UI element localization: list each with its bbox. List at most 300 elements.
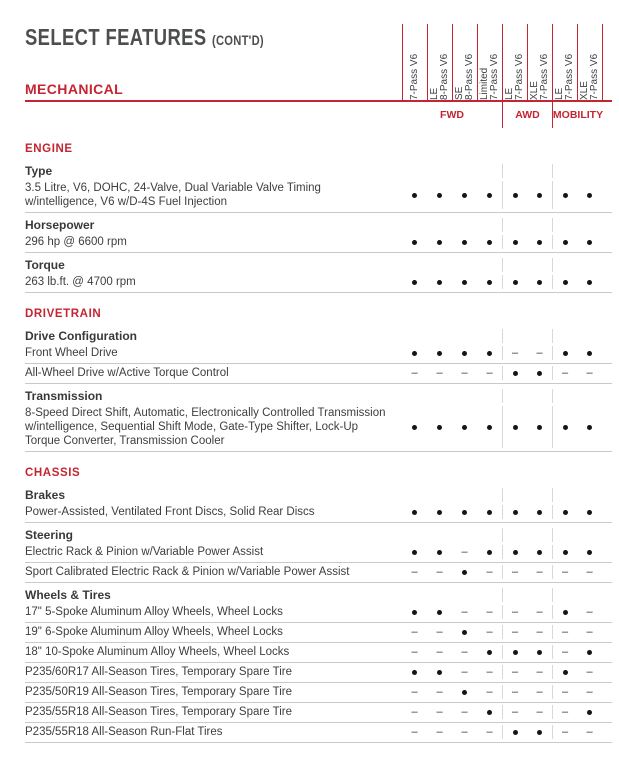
availability-cell: [552, 725, 577, 739]
availability-cell: [527, 588, 552, 602]
not-available-dash: –: [436, 705, 443, 718]
feature-name-row: [25, 483, 612, 503]
seating-config: 8-Pass V6: [439, 53, 450, 100]
availability-cell: [477, 218, 502, 232]
availability-cell: [452, 488, 477, 502]
availability-cell: [527, 685, 552, 699]
availability-cell: [527, 545, 552, 559]
not-available-dash: –: [486, 725, 493, 738]
availability-cells: [402, 164, 602, 178]
available-dot: [412, 610, 417, 615]
feature-name: Drive Configuration: [25, 329, 138, 343]
feature-value-text: 296 hp @ 6600 rpm: [25, 236, 127, 248]
availability-cell: [402, 329, 427, 343]
availability-cell: [402, 406, 427, 448]
availability-cells: [402, 605, 602, 619]
trim-column-header: [527, 24, 552, 101]
seating-config: 7-Pass V6: [589, 53, 600, 100]
availability-cell: [502, 528, 527, 542]
not-available-dash: –: [461, 705, 468, 718]
availability-cell: [527, 218, 552, 232]
availability-cell: [502, 218, 527, 232]
not-available-dash: –: [511, 625, 519, 638]
availability-cell: [477, 275, 502, 289]
availability-cell: [427, 389, 452, 403]
trim-column-header: [477, 24, 502, 101]
availability-cell: [577, 528, 602, 542]
page-title-suffix: (CONT'D): [212, 32, 264, 48]
feature-value-row: [25, 273, 612, 293]
availability-cell: [577, 366, 602, 380]
availability-cell: [577, 588, 602, 602]
availability-cell: [502, 605, 527, 619]
availability-cell: [527, 366, 552, 380]
not-available-dash: –: [411, 565, 418, 578]
not-available-dash: –: [586, 565, 593, 578]
availability-cell: [502, 665, 527, 679]
availability-cell: [452, 545, 477, 559]
feature-name: Horsepower: [25, 218, 95, 232]
availability-cell: [427, 181, 452, 209]
availability-cell: [477, 488, 502, 502]
availability-cell: [502, 164, 527, 178]
not-available-dash: –: [461, 665, 468, 678]
not-available-dash: –: [536, 565, 543, 578]
not-available-dash: –: [486, 605, 493, 618]
not-available-dash: –: [486, 625, 493, 638]
availability-cell: [427, 605, 452, 619]
feature-value-text: Electric Rack & Pinion w/Variable Power Assist: [25, 546, 264, 558]
availability-cell: [452, 218, 477, 232]
availability-cell: [427, 725, 452, 739]
feature-name: Wheels & Tires: [25, 588, 111, 602]
not-available-dash: –: [536, 705, 543, 718]
availability-cell: [402, 366, 427, 380]
column-headers: [402, 24, 603, 101]
available-dot: [513, 240, 518, 245]
not-available-dash: –: [436, 645, 443, 658]
available-dot: [563, 240, 568, 245]
feature-value-row: [25, 344, 612, 364]
not-available-dash: –: [586, 685, 593, 698]
availability-cell: [402, 605, 427, 619]
availability-cells: [402, 366, 602, 380]
availability-cell: [477, 605, 502, 619]
availability-cell: [477, 346, 502, 360]
available-dot: [462, 425, 467, 430]
group-label-awd: AWD: [502, 101, 552, 128]
availability-cell: [477, 406, 502, 448]
feature-value-text: P235/50R19 All-Season Tires, Temporary Spare Tire: [25, 686, 292, 698]
availability-cell: [427, 645, 452, 659]
availability-cell: [552, 528, 577, 542]
not-available-dash: –: [586, 605, 593, 618]
availability-cell: [477, 705, 502, 719]
availability-cell: [502, 545, 527, 559]
availability-cell: [452, 685, 477, 699]
availability-cell: [402, 389, 427, 403]
trim-column-header: [502, 24, 527, 101]
section-label-drivetrain: DRIVETRAIN: [25, 308, 102, 320]
availability-cell: [552, 164, 577, 178]
available-dot: [437, 193, 442, 198]
not-available-dash: –: [461, 645, 468, 658]
not-available-dash: –: [586, 366, 593, 379]
not-available-dash: –: [436, 366, 443, 379]
available-dot: [513, 280, 518, 285]
availability-cell: [577, 705, 602, 719]
availability-cell: [477, 528, 502, 542]
seating-config: 7-Pass V6: [514, 53, 525, 100]
availability-cell: [502, 275, 527, 289]
availability-cell: [552, 406, 577, 448]
feature-value-row: [25, 703, 612, 723]
availability-cell: [502, 366, 527, 380]
available-dot: [587, 510, 592, 515]
availability-cells: [402, 528, 602, 542]
available-dot: [412, 670, 417, 675]
feature-value-row: [25, 563, 612, 583]
available-dot: [563, 280, 568, 285]
availability-cell: [402, 725, 427, 739]
not-available-dash: –: [586, 665, 593, 678]
available-dot: [462, 280, 467, 285]
available-dot: [587, 193, 592, 198]
availability-cell: [502, 346, 527, 360]
availability-cell: [577, 181, 602, 209]
availability-cell: [477, 258, 502, 272]
feature-value-text: 8-Speed Direct Shift, Automatic, Electronically Controlled Transmission w/intelligence, Sequential Shift Mode, Gate-Type Shifter, Lock-Up Torque Converter, Transmission Cooler: [25, 407, 386, 447]
availability-cell: [477, 625, 502, 639]
availability-cell: [527, 565, 552, 579]
feature-name: Type: [25, 164, 53, 178]
availability-cell: [427, 346, 452, 360]
feature-name-row: [25, 159, 612, 179]
not-available-dash: –: [461, 545, 468, 558]
availability-cell: [577, 625, 602, 639]
availability-cell: [402, 565, 427, 579]
availability-cell: [427, 685, 452, 699]
available-dot: [513, 730, 518, 735]
availability-cell: [402, 645, 427, 659]
not-available-dash: –: [561, 366, 569, 379]
not-available-dash: –: [511, 605, 519, 618]
availability-cell: [552, 588, 577, 602]
not-available-dash: –: [436, 725, 443, 738]
availability-cell: [427, 406, 452, 448]
availability-cell: [402, 235, 427, 249]
availability-cell: [552, 488, 577, 502]
availability-cell: [477, 389, 502, 403]
available-dot: [587, 240, 592, 245]
not-available-dash: –: [536, 605, 543, 618]
features-table: [25, 136, 612, 743]
availability-cell: [477, 366, 502, 380]
availability-cell: [402, 705, 427, 719]
availability-cell: [577, 235, 602, 249]
availability-cells: [402, 488, 602, 502]
feature-value-row: [25, 663, 612, 683]
available-dot: [412, 193, 417, 198]
availability-cell: [402, 588, 427, 602]
availability-cell: [452, 705, 477, 719]
availability-cell: [402, 488, 427, 502]
available-dot: [563, 425, 568, 430]
availability-cell: [402, 625, 427, 639]
trim-column-label: [553, 25, 577, 100]
availability-cell: [552, 329, 577, 343]
section-label-chassis: CHASSIS: [25, 467, 81, 479]
not-available-dash: –: [536, 685, 543, 698]
available-dot: [563, 550, 568, 555]
availability-cell: [552, 565, 577, 579]
feature-value-row: [25, 723, 612, 743]
feature-name-row: [25, 253, 612, 273]
availability-cell: [477, 181, 502, 209]
available-dot: [513, 650, 518, 655]
feature-value-row: [25, 643, 612, 663]
availability-cell: [452, 235, 477, 249]
available-dot: [563, 510, 568, 515]
availability-cell: [577, 164, 602, 178]
availability-cell: [502, 645, 527, 659]
trim-name: SE: [453, 86, 465, 100]
not-available-dash: –: [461, 725, 468, 738]
availability-cell: [527, 258, 552, 272]
availability-cell: [502, 565, 527, 579]
availability-cell: [402, 258, 427, 272]
not-available-dash: –: [486, 665, 493, 678]
category-title: MECHANICAL: [25, 81, 124, 97]
availability-cells: [402, 181, 602, 209]
not-available-dash: –: [536, 665, 543, 678]
availability-cell: [527, 406, 552, 448]
availability-cell: [427, 545, 452, 559]
availability-cell: [402, 665, 427, 679]
availability-cell: [502, 588, 527, 602]
availability-cell: [402, 685, 427, 699]
available-dot: [462, 690, 467, 695]
trim-name: LE: [428, 87, 440, 100]
availability-cells: [402, 625, 602, 639]
availability-cell: [477, 588, 502, 602]
availability-cell: [427, 164, 452, 178]
availability-cell: [502, 235, 527, 249]
not-available-dash: –: [511, 346, 519, 359]
availability-cell: [552, 645, 577, 659]
availability-cell: [577, 565, 602, 579]
availability-cell: [577, 665, 602, 679]
availability-cells: [402, 505, 602, 519]
trim-column-header: [427, 24, 452, 101]
availability-cell: [477, 545, 502, 559]
availability-cell: [527, 329, 552, 343]
availability-cells: [402, 645, 602, 659]
availability-cell: [527, 645, 552, 659]
not-available-dash: –: [461, 605, 468, 618]
availability-cell: [577, 329, 602, 343]
trim-column-header: [577, 24, 602, 101]
availability-cell: [452, 645, 477, 659]
availability-cells: [402, 588, 602, 602]
availability-cell: [552, 705, 577, 719]
available-dot: [537, 371, 542, 376]
available-dot: [462, 193, 467, 198]
availability-cell: [527, 389, 552, 403]
availability-cell: [527, 181, 552, 209]
availability-cell: [477, 725, 502, 739]
trim-name: LE: [503, 87, 515, 100]
availability-cell: [577, 218, 602, 232]
availability-cell: [477, 565, 502, 579]
availability-cell: [477, 505, 502, 519]
not-available-dash: –: [561, 565, 569, 578]
available-dot: [563, 193, 568, 198]
availability-cell: [527, 725, 552, 739]
trim-column-header: [402, 24, 427, 101]
feature-value-row: [25, 683, 612, 703]
availability-cell: [502, 258, 527, 272]
available-dot: [437, 280, 442, 285]
available-dot: [487, 240, 492, 245]
availability-cell: [477, 329, 502, 343]
availability-cell: [577, 605, 602, 619]
feature-value-text: Front Wheel Drive: [25, 347, 118, 359]
availability-cell: [427, 366, 452, 380]
trim-column-header: [452, 24, 477, 101]
group-label-mobility: MOBILITY: [552, 101, 603, 128]
availability-cell: [452, 181, 477, 209]
feature-value-text: P235/60R17 All-Season Tires, Temporary Spare Tire: [25, 666, 292, 678]
availability-cell: [527, 505, 552, 519]
availability-cell: [527, 235, 552, 249]
available-dot: [587, 280, 592, 285]
availability-cell: [577, 346, 602, 360]
not-available-dash: –: [436, 625, 443, 638]
availability-cell: [452, 406, 477, 448]
availability-cell: [552, 605, 577, 619]
not-available-dash: –: [436, 565, 443, 578]
availability-cells: [402, 346, 602, 360]
not-available-dash: –: [511, 565, 519, 578]
available-dot: [462, 240, 467, 245]
available-dot: [437, 610, 442, 615]
available-dot: [437, 510, 442, 515]
available-dot: [462, 510, 467, 515]
availability-cell: [402, 164, 427, 178]
page-title: [25, 24, 264, 51]
available-dot: [537, 730, 542, 735]
availability-cell: [452, 505, 477, 519]
group-label-fwd: FWD: [440, 108, 464, 121]
available-dot: [412, 550, 417, 555]
availability-cell: [527, 528, 552, 542]
availability-cell: [502, 705, 527, 719]
availability-cell: [427, 235, 452, 249]
availability-cells: [402, 218, 602, 232]
not-available-dash: –: [511, 665, 519, 678]
availability-cell: [452, 588, 477, 602]
availability-cell: [427, 565, 452, 579]
availability-cell: [427, 625, 452, 639]
availability-cell: [527, 346, 552, 360]
available-dot: [412, 425, 417, 430]
trim-column-label: [578, 25, 602, 100]
not-available-dash: –: [586, 725, 593, 738]
availability-cell: [477, 164, 502, 178]
availability-cell: [427, 665, 452, 679]
available-dot: [462, 630, 467, 635]
not-available-dash: –: [411, 625, 418, 638]
availability-cell: [427, 528, 452, 542]
availability-cell: [502, 625, 527, 639]
trim-column-label: [503, 25, 527, 100]
feature-value-text: Power-Assisted, Ventilated Front Discs, Solid Rear Discs: [25, 506, 315, 518]
available-dot: [537, 650, 542, 655]
not-available-dash: –: [536, 346, 543, 359]
availability-cells: [402, 665, 602, 679]
availability-cell: [452, 605, 477, 619]
available-dot: [537, 550, 542, 555]
availability-cells: [402, 389, 602, 403]
availability-cells: [402, 545, 602, 559]
availability-cell: [477, 685, 502, 699]
not-available-dash: –: [561, 625, 569, 638]
availability-cell: [452, 275, 477, 289]
drivetrain-group-labels: [402, 101, 603, 128]
availability-cell: [577, 505, 602, 519]
available-dot: [537, 425, 542, 430]
not-available-dash: –: [486, 565, 493, 578]
available-dot: [487, 710, 492, 715]
availability-cell: [552, 235, 577, 249]
trim-name: Limited: [478, 67, 490, 100]
feature-value-row: [25, 503, 612, 523]
seating-config: 7-Pass V6: [489, 53, 500, 100]
availability-cell: [577, 258, 602, 272]
feature-name: Transmission: [25, 389, 103, 403]
availability-cells: [402, 565, 602, 579]
available-dot: [537, 280, 542, 285]
available-dot: [537, 510, 542, 515]
availability-cell: [452, 366, 477, 380]
availability-cell: [427, 218, 452, 232]
availability-cell: [452, 389, 477, 403]
availability-cells: [402, 329, 602, 343]
availability-cell: [552, 545, 577, 559]
availability-cells: [402, 258, 602, 272]
availability-cell: [552, 218, 577, 232]
availability-cell: [502, 685, 527, 699]
availability-cell: [402, 275, 427, 289]
trim-name: XLE: [578, 81, 590, 100]
not-available-dash: –: [511, 705, 519, 718]
not-available-dash: –: [461, 366, 468, 379]
feature-value-row: [25, 364, 612, 384]
availability-cells: [402, 725, 602, 739]
availability-cell: [577, 645, 602, 659]
availability-cell: [552, 346, 577, 360]
available-dot: [513, 193, 518, 198]
page-title-text: SELECT FEATURES: [25, 24, 207, 50]
trim-column-label: [428, 25, 452, 100]
available-dot: [563, 351, 568, 356]
available-dot: [487, 280, 492, 285]
not-available-dash: –: [411, 366, 418, 379]
available-dot: [513, 425, 518, 430]
availability-cell: [502, 725, 527, 739]
availability-cell: [577, 275, 602, 289]
